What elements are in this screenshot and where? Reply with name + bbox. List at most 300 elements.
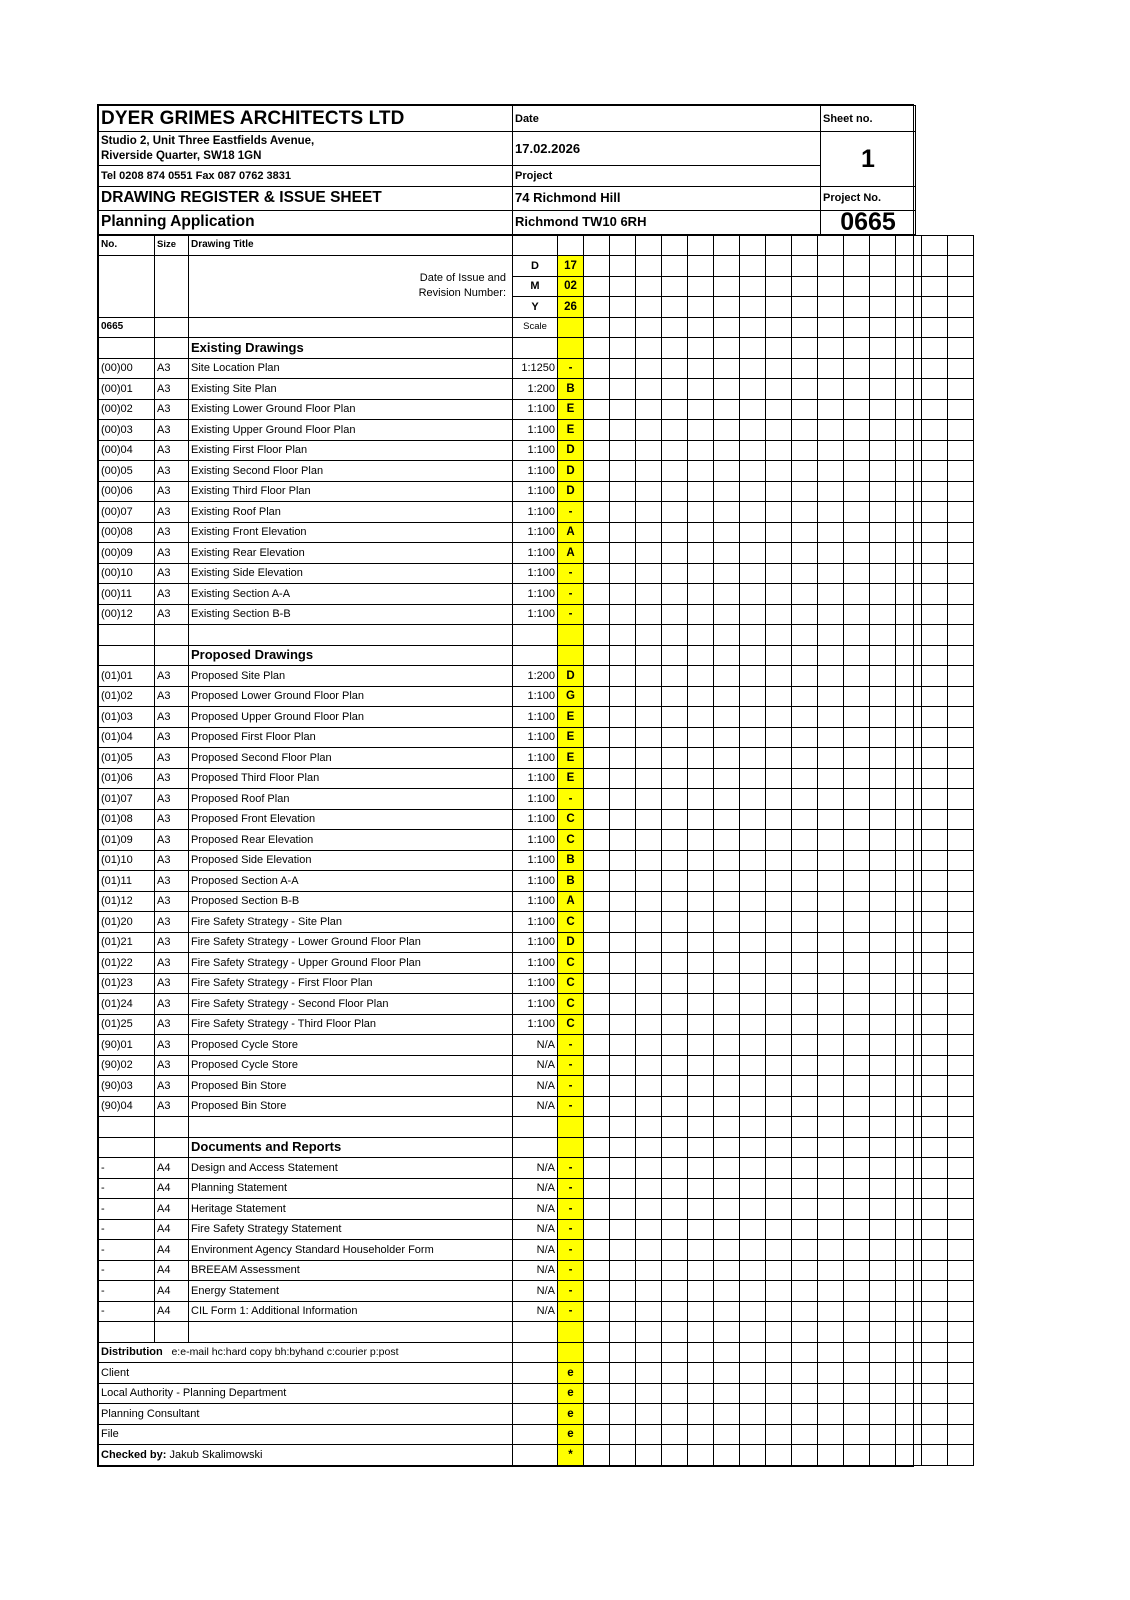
issue-cell[interactable]	[818, 850, 844, 871]
issue-cell[interactable]	[610, 830, 636, 851]
issue-cell[interactable]	[844, 1199, 870, 1220]
issue-cell[interactable]	[922, 563, 948, 584]
issue-cell[interactable]	[584, 1301, 610, 1322]
issue-cell[interactable]	[948, 338, 974, 359]
drawing-revision[interactable]: -	[558, 1055, 584, 1076]
drawing-revision[interactable]: B	[558, 850, 584, 871]
issue-cell[interactable]	[584, 850, 610, 871]
issue-cell[interactable]	[922, 1055, 948, 1076]
issue-cell[interactable]	[558, 1342, 584, 1363]
issue-cell[interactable]	[584, 502, 610, 523]
issue-cell[interactable]	[610, 666, 636, 687]
issue-cell[interactable]	[766, 1199, 792, 1220]
issue-cell[interactable]	[948, 399, 974, 420]
drawing-revision[interactable]: -	[558, 789, 584, 810]
issue-cell[interactable]	[714, 297, 740, 318]
issue-cell[interactable]	[792, 481, 818, 502]
issue-cell[interactable]	[870, 625, 896, 646]
issue-cell[interactable]	[740, 768, 766, 789]
issue-cell[interactable]	[714, 235, 740, 256]
issue-cell[interactable]	[714, 1260, 740, 1281]
issue-cell[interactable]	[896, 563, 922, 584]
issue-cell[interactable]	[610, 1178, 636, 1199]
issue-cell[interactable]	[818, 871, 844, 892]
issue-cell[interactable]	[766, 727, 792, 748]
drawing-revision[interactable]: A	[558, 522, 584, 543]
issue-cell[interactable]	[948, 1014, 974, 1035]
issue-cell[interactable]	[584, 379, 610, 400]
issue-cell[interactable]	[766, 276, 792, 297]
issue-cell[interactable]	[844, 481, 870, 502]
issue-cell[interactable]	[792, 1404, 818, 1425]
issue-cell[interactable]	[896, 727, 922, 748]
issue-cell[interactable]	[740, 1383, 766, 1404]
issue-cell[interactable]	[662, 1445, 688, 1466]
issue-cell[interactable]	[714, 543, 740, 564]
issue-cell[interactable]	[844, 1117, 870, 1138]
issue-cell[interactable]	[688, 440, 714, 461]
issue-cell[interactable]	[714, 317, 740, 338]
issue-cell[interactable]	[610, 522, 636, 543]
issue-cell[interactable]	[818, 912, 844, 933]
issue-cell[interactable]	[636, 338, 662, 359]
issue-cell[interactable]	[818, 1301, 844, 1322]
issue-cell[interactable]	[688, 1342, 714, 1363]
issue-cell[interactable]	[948, 809, 974, 830]
issue-cell[interactable]	[948, 563, 974, 584]
issue-cell[interactable]	[818, 1219, 844, 1240]
issue-cell[interactable]	[662, 789, 688, 810]
issue-cell[interactable]	[636, 932, 662, 953]
issue-cell[interactable]	[584, 768, 610, 789]
issue-cell[interactable]	[896, 317, 922, 338]
issue-cell[interactable]	[896, 625, 922, 646]
issue-cell[interactable]	[922, 1117, 948, 1138]
issue-cell[interactable]	[688, 379, 714, 400]
issue-cell[interactable]	[870, 338, 896, 359]
drawing-revision[interactable]: C	[558, 953, 584, 974]
issue-cell[interactable]	[792, 645, 818, 666]
issue-cell[interactable]	[896, 440, 922, 461]
issue-cell[interactable]	[636, 256, 662, 277]
issue-cell[interactable]	[688, 481, 714, 502]
issue-cell[interactable]	[610, 1117, 636, 1138]
issue-cell[interactable]	[896, 707, 922, 728]
issue-cell[interactable]	[870, 399, 896, 420]
issue-cell[interactable]	[870, 1342, 896, 1363]
issue-cell[interactable]	[948, 1035, 974, 1056]
drawing-revision[interactable]: D	[558, 440, 584, 461]
issue-cell[interactable]	[948, 1301, 974, 1322]
issue-cell[interactable]	[844, 994, 870, 1015]
issue-cell[interactable]	[766, 338, 792, 359]
issue-cell[interactable]	[636, 789, 662, 810]
issue-cell[interactable]	[610, 543, 636, 564]
issue-cell[interactable]	[818, 1014, 844, 1035]
issue-cell[interactable]	[688, 276, 714, 297]
issue-cell[interactable]	[818, 625, 844, 646]
drawing-revision[interactable]: E	[558, 399, 584, 420]
issue-cell[interactable]	[662, 1219, 688, 1240]
issue-cell[interactable]	[896, 789, 922, 810]
issue-cell[interactable]	[896, 1096, 922, 1117]
issue-cell[interactable]	[818, 768, 844, 789]
issue-cell[interactable]	[662, 543, 688, 564]
issue-cell[interactable]	[714, 1117, 740, 1138]
issue-cell[interactable]	[714, 973, 740, 994]
issue-cell[interactable]	[922, 1424, 948, 1445]
issue-cell[interactable]	[636, 1076, 662, 1097]
issue-cell[interactable]	[792, 1424, 818, 1445]
issue-cell[interactable]	[948, 748, 974, 769]
issue-cell[interactable]	[688, 912, 714, 933]
issue-cell[interactable]	[792, 666, 818, 687]
issue-cell[interactable]	[896, 399, 922, 420]
issue-cell[interactable]	[610, 932, 636, 953]
issue-cell[interactable]	[818, 1424, 844, 1445]
issue-cell[interactable]	[766, 1260, 792, 1281]
issue-cell[interactable]	[714, 563, 740, 584]
issue-cell[interactable]	[740, 358, 766, 379]
issue-cell[interactable]	[636, 1445, 662, 1466]
issue-cell[interactable]	[818, 830, 844, 851]
issue-cell[interactable]	[636, 379, 662, 400]
issue-cell[interactable]	[636, 871, 662, 892]
issue-cell[interactable]	[896, 1117, 922, 1138]
issue-cell[interactable]	[610, 1199, 636, 1220]
issue-cell[interactable]	[922, 461, 948, 482]
drawing-revision[interactable]: -	[558, 1281, 584, 1302]
issue-cell[interactable]	[662, 1424, 688, 1445]
issue-cell[interactable]	[948, 1178, 974, 1199]
issue-cell[interactable]	[688, 420, 714, 441]
issue-cell[interactable]	[610, 686, 636, 707]
issue-cell[interactable]	[688, 1199, 714, 1220]
issue-cell[interactable]	[662, 604, 688, 625]
issue-cell[interactable]	[870, 1281, 896, 1302]
issue-cell[interactable]	[740, 1178, 766, 1199]
issue-cell[interactable]	[584, 1178, 610, 1199]
drawing-revision[interactable]: B	[558, 379, 584, 400]
issue-cell[interactable]	[792, 850, 818, 871]
issue-cell[interactable]	[844, 748, 870, 769]
issue-cell[interactable]	[792, 358, 818, 379]
issue-cell[interactable]	[844, 768, 870, 789]
issue-cell[interactable]	[688, 1219, 714, 1240]
issue-cell[interactable]	[818, 973, 844, 994]
issue-cell[interactable]	[610, 809, 636, 830]
issue-cell[interactable]	[740, 1076, 766, 1097]
issue-cell[interactable]	[558, 1117, 584, 1138]
issue-cell[interactable]	[740, 338, 766, 359]
issue-cell[interactable]	[818, 522, 844, 543]
distribution-mark[interactable]: e	[558, 1404, 584, 1425]
issue-cell[interactable]	[818, 953, 844, 974]
issue-cell[interactable]	[922, 256, 948, 277]
issue-cell[interactable]	[714, 1301, 740, 1322]
issue-cell[interactable]	[584, 276, 610, 297]
issue-cell[interactable]	[740, 850, 766, 871]
issue-cell[interactable]	[714, 420, 740, 441]
drawing-revision[interactable]: C	[558, 973, 584, 994]
issue-cell[interactable]	[818, 1178, 844, 1199]
issue-cell[interactable]	[870, 522, 896, 543]
issue-cell[interactable]	[870, 1240, 896, 1261]
issue-cell[interactable]	[896, 686, 922, 707]
issue-cell[interactable]	[688, 1281, 714, 1302]
issue-cell[interactable]	[688, 850, 714, 871]
issue-cell[interactable]	[584, 748, 610, 769]
issue-cell[interactable]	[688, 1260, 714, 1281]
issue-cell[interactable]	[896, 748, 922, 769]
issue-cell[interactable]	[662, 481, 688, 502]
issue-cell[interactable]	[584, 809, 610, 830]
issue-cell[interactable]	[662, 522, 688, 543]
issue-cell[interactable]	[740, 1363, 766, 1384]
issue-cell[interactable]	[766, 1322, 792, 1343]
issue-cell[interactable]	[766, 686, 792, 707]
issue-cell[interactable]	[818, 686, 844, 707]
issue-cell[interactable]	[792, 891, 818, 912]
drawing-revision[interactable]: -	[558, 1178, 584, 1199]
issue-cell[interactable]	[610, 502, 636, 523]
issue-cell[interactable]	[792, 563, 818, 584]
issue-cell[interactable]	[844, 1383, 870, 1404]
issue-cell[interactable]	[844, 502, 870, 523]
issue-cell[interactable]	[818, 317, 844, 338]
issue-cell[interactable]	[662, 1281, 688, 1302]
issue-cell[interactable]	[584, 1322, 610, 1343]
issue-cell[interactable]	[610, 1260, 636, 1281]
issue-cell[interactable]	[740, 1055, 766, 1076]
issue-cell[interactable]	[792, 1445, 818, 1466]
issue-cell[interactable]	[922, 1178, 948, 1199]
issue-cell[interactable]	[636, 1424, 662, 1445]
issue-cell[interactable]	[818, 1055, 844, 1076]
issue-cell[interactable]	[766, 748, 792, 769]
issue-cell[interactable]	[948, 789, 974, 810]
issue-cell[interactable]	[870, 235, 896, 256]
issue-cell[interactable]	[740, 707, 766, 728]
issue-cell[interactable]	[584, 235, 610, 256]
issue-cell[interactable]	[922, 932, 948, 953]
issue-cell[interactable]	[922, 1035, 948, 1056]
issue-cell[interactable]	[844, 543, 870, 564]
issue-cell[interactable]	[740, 789, 766, 810]
issue-cell[interactable]	[740, 932, 766, 953]
issue-cell[interactable]	[688, 338, 714, 359]
issue-cell[interactable]	[766, 420, 792, 441]
issue-cell[interactable]	[766, 1363, 792, 1384]
distribution-mark[interactable]: e	[558, 1383, 584, 1404]
issue-cell[interactable]	[610, 891, 636, 912]
issue-cell[interactable]	[662, 891, 688, 912]
drawing-revision[interactable]: -	[558, 1219, 584, 1240]
issue-cell[interactable]	[714, 522, 740, 543]
issue-cell[interactable]	[818, 1445, 844, 1466]
issue-cell[interactable]	[584, 1240, 610, 1261]
issue-cell[interactable]	[610, 1014, 636, 1035]
issue-cell[interactable]	[922, 1137, 948, 1158]
issue-cell[interactable]	[584, 625, 610, 646]
issue-cell[interactable]	[584, 1260, 610, 1281]
issue-cell[interactable]	[662, 399, 688, 420]
issue-cell[interactable]	[740, 727, 766, 748]
issue-cell[interactable]	[610, 1342, 636, 1363]
issue-cell[interactable]	[636, 297, 662, 318]
issue-cell[interactable]	[740, 604, 766, 625]
issue-cell[interactable]	[948, 297, 974, 318]
issue-cell[interactable]	[740, 973, 766, 994]
issue-cell[interactable]	[688, 584, 714, 605]
issue-cell[interactable]	[870, 1096, 896, 1117]
issue-cell[interactable]	[870, 256, 896, 277]
issue-cell[interactable]	[714, 891, 740, 912]
issue-cell[interactable]	[818, 789, 844, 810]
issue-cell[interactable]	[818, 440, 844, 461]
issue-cell[interactable]	[714, 1445, 740, 1466]
issue-cell[interactable]	[870, 789, 896, 810]
issue-cell[interactable]	[896, 461, 922, 482]
issue-cell[interactable]	[584, 420, 610, 441]
issue-cell[interactable]	[844, 809, 870, 830]
issue-cell[interactable]	[740, 666, 766, 687]
issue-cell[interactable]	[766, 1240, 792, 1261]
issue-cell[interactable]	[896, 543, 922, 564]
issue-cell[interactable]	[948, 768, 974, 789]
issue-cell[interactable]	[610, 625, 636, 646]
issue-cell[interactable]	[870, 973, 896, 994]
issue-cell[interactable]	[662, 256, 688, 277]
issue-cell[interactable]	[896, 1219, 922, 1240]
issue-cell[interactable]	[584, 461, 610, 482]
drawing-revision[interactable]: E	[558, 420, 584, 441]
issue-cell[interactable]	[922, 912, 948, 933]
issue-cell[interactable]	[740, 1035, 766, 1056]
issue-cell[interactable]	[870, 1363, 896, 1384]
issue-cell[interactable]	[922, 1096, 948, 1117]
issue-cell[interactable]	[948, 256, 974, 277]
issue-cell[interactable]	[818, 994, 844, 1015]
issue-cell[interactable]	[844, 891, 870, 912]
issue-cell[interactable]	[740, 1322, 766, 1343]
issue-cell[interactable]	[792, 1383, 818, 1404]
issue-cell[interactable]	[870, 727, 896, 748]
issue-cell[interactable]	[714, 604, 740, 625]
issue-cell[interactable]	[688, 502, 714, 523]
issue-cell[interactable]	[818, 1240, 844, 1261]
issue-cell[interactable]	[870, 645, 896, 666]
issue-cell[interactable]	[766, 871, 792, 892]
issue-cell[interactable]	[584, 932, 610, 953]
issue-cell[interactable]	[662, 850, 688, 871]
issue-cell[interactable]	[818, 543, 844, 564]
issue-cell[interactable]	[792, 1301, 818, 1322]
issue-cell[interactable]	[870, 1301, 896, 1322]
issue-cell[interactable]	[766, 379, 792, 400]
issue-cell[interactable]	[636, 1035, 662, 1056]
issue-cell[interactable]	[662, 809, 688, 830]
issue-cell[interactable]	[922, 543, 948, 564]
issue-cell[interactable]	[818, 1158, 844, 1179]
issue-cell[interactable]	[818, 1137, 844, 1158]
issue-cell[interactable]	[740, 1445, 766, 1466]
issue-cell[interactable]	[896, 1014, 922, 1035]
issue-cell[interactable]	[636, 420, 662, 441]
issue-cell[interactable]	[844, 1219, 870, 1240]
drawing-revision[interactable]: -	[558, 1301, 584, 1322]
issue-cell[interactable]	[610, 912, 636, 933]
issue-cell[interactable]	[688, 1117, 714, 1138]
issue-cell[interactable]	[922, 358, 948, 379]
issue-cell[interactable]	[610, 727, 636, 748]
issue-cell[interactable]	[922, 1322, 948, 1343]
issue-cell[interactable]	[896, 1342, 922, 1363]
issue-cell[interactable]	[818, 461, 844, 482]
issue-cell[interactable]	[870, 317, 896, 338]
issue-cell[interactable]	[948, 522, 974, 543]
issue-cell[interactable]	[636, 1137, 662, 1158]
issue-cell[interactable]	[948, 317, 974, 338]
issue-cell[interactable]	[714, 1199, 740, 1220]
issue-cell[interactable]	[870, 932, 896, 953]
issue-cell[interactable]	[584, 399, 610, 420]
issue-cell[interactable]	[922, 1199, 948, 1220]
issue-cell[interactable]	[896, 1076, 922, 1097]
issue-cell[interactable]	[948, 1424, 974, 1445]
issue-cell[interactable]	[636, 358, 662, 379]
issue-cell[interactable]	[558, 1322, 584, 1343]
issue-cell[interactable]	[922, 1158, 948, 1179]
issue-cell[interactable]	[922, 973, 948, 994]
issue-cell[interactable]	[740, 625, 766, 646]
issue-cell[interactable]	[714, 1322, 740, 1343]
issue-cell[interactable]	[870, 953, 896, 974]
issue-cell[interactable]	[922, 1404, 948, 1425]
issue-cell[interactable]	[584, 707, 610, 728]
issue-cell[interactable]	[688, 953, 714, 974]
issue-cell[interactable]	[870, 604, 896, 625]
issue-cell[interactable]	[636, 953, 662, 974]
issue-cell[interactable]	[766, 1096, 792, 1117]
issue-cell[interactable]	[922, 1260, 948, 1281]
issue-cell[interactable]	[714, 1240, 740, 1261]
issue-cell[interactable]	[818, 707, 844, 728]
issue-cell[interactable]	[610, 1055, 636, 1076]
issue-cell[interactable]	[870, 461, 896, 482]
issue-cell[interactable]	[584, 522, 610, 543]
issue-cell[interactable]	[714, 1158, 740, 1179]
issue-cell[interactable]	[818, 1383, 844, 1404]
issue-cell[interactable]	[766, 461, 792, 482]
issue-cell[interactable]	[896, 256, 922, 277]
issue-cell[interactable]	[766, 481, 792, 502]
issue-cell[interactable]	[844, 604, 870, 625]
issue-cell[interactable]	[896, 297, 922, 318]
issue-cell[interactable]	[688, 1301, 714, 1322]
issue-cell[interactable]	[870, 1199, 896, 1220]
issue-cell[interactable]	[792, 461, 818, 482]
issue-cell[interactable]	[844, 1363, 870, 1384]
issue-cell[interactable]	[714, 1363, 740, 1384]
issue-cell[interactable]	[896, 481, 922, 502]
issue-cell[interactable]	[584, 994, 610, 1015]
issue-cell[interactable]	[870, 440, 896, 461]
issue-cell[interactable]	[766, 850, 792, 871]
issue-cell[interactable]	[714, 1055, 740, 1076]
issue-cell[interactable]	[844, 625, 870, 646]
issue-cell[interactable]	[870, 1076, 896, 1097]
